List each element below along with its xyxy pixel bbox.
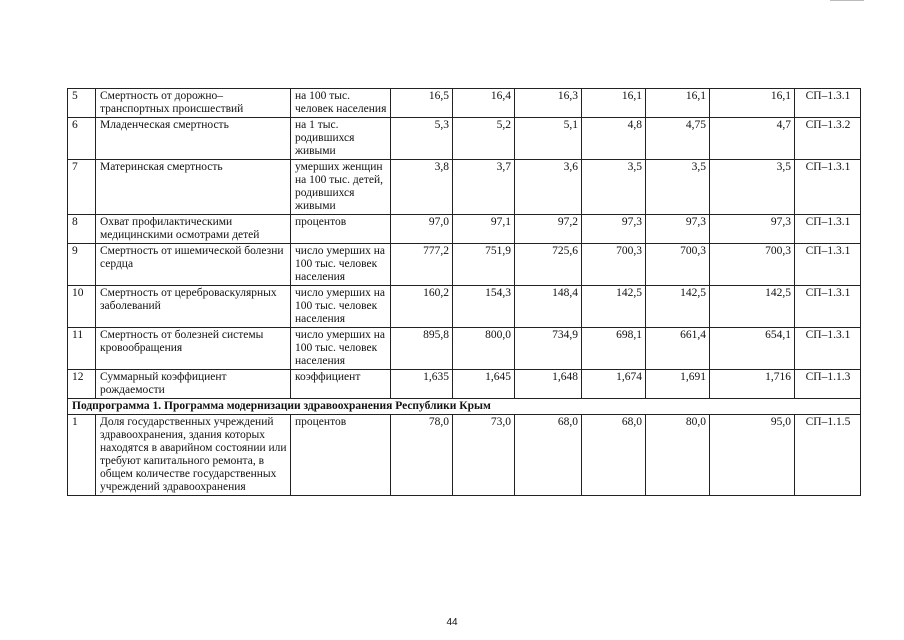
value-cell: 698,1 <box>582 328 646 370</box>
unit-cell: число умерших на 100 тыс. человек населения <box>291 286 391 328</box>
table-row <box>68 215 861 244</box>
indicator-name-cell: Суммарный коэффициент рождаемости <box>96 370 291 399</box>
value-cell: 95,0 <box>710 415 795 496</box>
value-cell: 16,1 <box>582 89 646 118</box>
value-cell: 1,691 <box>646 370 710 399</box>
code-cell: СП–1.3.1 <box>795 160 861 215</box>
value-cell: 800,0 <box>453 328 515 370</box>
value-cell: 1,635 <box>391 370 453 399</box>
section-header <box>68 399 861 415</box>
value-cell: 751,9 <box>453 244 515 286</box>
indicator-name-cell: Смертность от ишемической болезни сердца <box>96 244 291 286</box>
table-row <box>68 244 861 286</box>
indicator-name-cell: Смертность от цереброваскулярных заболеваний <box>96 286 291 328</box>
section-row <box>68 399 861 415</box>
value-cell: 16,3 <box>515 89 582 118</box>
value-cell: 97,3 <box>646 215 710 244</box>
indicator-name-cell: Младенческая смертность <box>96 118 291 160</box>
value-cell: 3,5 <box>646 160 710 215</box>
unit-cell: процентов <box>291 215 391 244</box>
page-number: 44 <box>446 617 458 628</box>
unit-cell: число умерших на 100 тыс. человек населения <box>291 328 391 370</box>
unit-cell: число умерших на 100 тыс. человек населения <box>291 244 391 286</box>
value-cell: 5,2 <box>453 118 515 160</box>
value-cell: 1,674 <box>582 370 646 399</box>
value-cell: 80,0 <box>646 415 710 496</box>
code-cell: СП–1.3.1 <box>795 215 861 244</box>
indicator-name-cell: Материнская смертность <box>96 160 291 215</box>
row-number-cell: 8 <box>68 215 96 244</box>
indicator-name-cell: Смертность от дорожно–транспортных происшествий <box>96 89 291 118</box>
row-number-cell: 11 <box>68 328 96 370</box>
unit-cell: умерших женщин на 100 тыс. детей, родившихся живыми <box>291 160 391 215</box>
value-cell: 5,3 <box>391 118 453 160</box>
value-cell: 97,0 <box>391 215 453 244</box>
unit-cell: коэффициент <box>291 370 391 399</box>
value-cell: 16,1 <box>710 89 795 118</box>
row-number-cell: 10 <box>68 286 96 328</box>
table-row <box>68 415 861 496</box>
section-title: Подпрограмма 1. Программа модернизации здравоохранения Республики Крым <box>68 399 861 415</box>
value-cell: 97,3 <box>710 215 795 244</box>
table-row <box>68 286 861 328</box>
value-cell: 777,2 <box>391 244 453 286</box>
value-cell: 154,3 <box>453 286 515 328</box>
code-cell: СП–1.3.1 <box>795 89 861 118</box>
table-body-bottom <box>68 415 861 496</box>
table-body-top <box>68 89 861 399</box>
unit-cell: на 1 тыс. родившихся живыми <box>291 118 391 160</box>
value-cell: 160,2 <box>391 286 453 328</box>
value-cell: 654,1 <box>710 328 795 370</box>
indicator-name-cell: Смертность от болезней системы кровообращения <box>96 328 291 370</box>
table-row <box>68 328 861 370</box>
value-cell: 3,5 <box>582 160 646 215</box>
value-cell: 895,8 <box>391 328 453 370</box>
value-cell: 700,3 <box>710 244 795 286</box>
value-cell: 97,3 <box>582 215 646 244</box>
indicator-name-cell: Доля государственных учреждений здравоохранения, здания которых находятся в аварийном состоянии или требуют капитального ремонта, в общем количестве государственных учреждений здравоохранения <box>96 415 291 496</box>
value-cell: 700,3 <box>646 244 710 286</box>
value-cell: 3,6 <box>515 160 582 215</box>
value-cell: 3,8 <box>391 160 453 215</box>
value-cell: 4,7 <box>710 118 795 160</box>
code-cell: СП–1.3.2 <box>795 118 861 160</box>
value-cell: 142,5 <box>646 286 710 328</box>
indicators-table <box>67 88 861 496</box>
value-cell: 16,5 <box>391 89 453 118</box>
row-number-cell: 9 <box>68 244 96 286</box>
row-number-cell: 1 <box>68 415 96 496</box>
code-cell: СП–1.3.1 <box>795 286 861 328</box>
table-row <box>68 160 861 215</box>
value-cell: 142,5 <box>710 286 795 328</box>
value-cell: 68,0 <box>582 415 646 496</box>
value-cell: 725,6 <box>515 244 582 286</box>
unit-cell: процентов <box>291 415 391 496</box>
value-cell: 97,2 <box>515 215 582 244</box>
value-cell: 3,5 <box>710 160 795 215</box>
value-cell: 16,4 <box>453 89 515 118</box>
value-cell: 16,1 <box>646 89 710 118</box>
value-cell: 148,4 <box>515 286 582 328</box>
value-cell: 1,645 <box>453 370 515 399</box>
code-cell: СП–1.3.1 <box>795 244 861 286</box>
code-cell: СП–1.1.5 <box>795 415 861 496</box>
code-cell: СП–1.3.1 <box>795 328 861 370</box>
value-cell: 5,1 <box>515 118 582 160</box>
value-cell: 73,0 <box>453 415 515 496</box>
code-cell: СП–1.1.3 <box>795 370 861 399</box>
row-number-cell: 12 <box>68 370 96 399</box>
value-cell: 734,9 <box>515 328 582 370</box>
header-rule <box>830 0 864 1</box>
value-cell: 68,0 <box>515 415 582 496</box>
value-cell: 661,4 <box>646 328 710 370</box>
value-cell: 1,648 <box>515 370 582 399</box>
unit-cell: на 100 тыс. человек населения <box>291 89 391 118</box>
value-cell: 1,716 <box>710 370 795 399</box>
row-number-cell: 7 <box>68 160 96 215</box>
table-row <box>68 89 861 118</box>
value-cell: 3,7 <box>453 160 515 215</box>
value-cell: 97,1 <box>453 215 515 244</box>
row-number-cell: 6 <box>68 118 96 160</box>
value-cell: 4,75 <box>646 118 710 160</box>
value-cell: 142,5 <box>582 286 646 328</box>
row-number-cell: 5 <box>68 89 96 118</box>
value-cell: 4,8 <box>582 118 646 160</box>
table-row <box>68 118 861 160</box>
value-cell: 78,0 <box>391 415 453 496</box>
value-cell: 700,3 <box>582 244 646 286</box>
table-row <box>68 370 861 399</box>
indicator-name-cell: Охват профилактическими медицинскими осмотрами детей <box>96 215 291 244</box>
